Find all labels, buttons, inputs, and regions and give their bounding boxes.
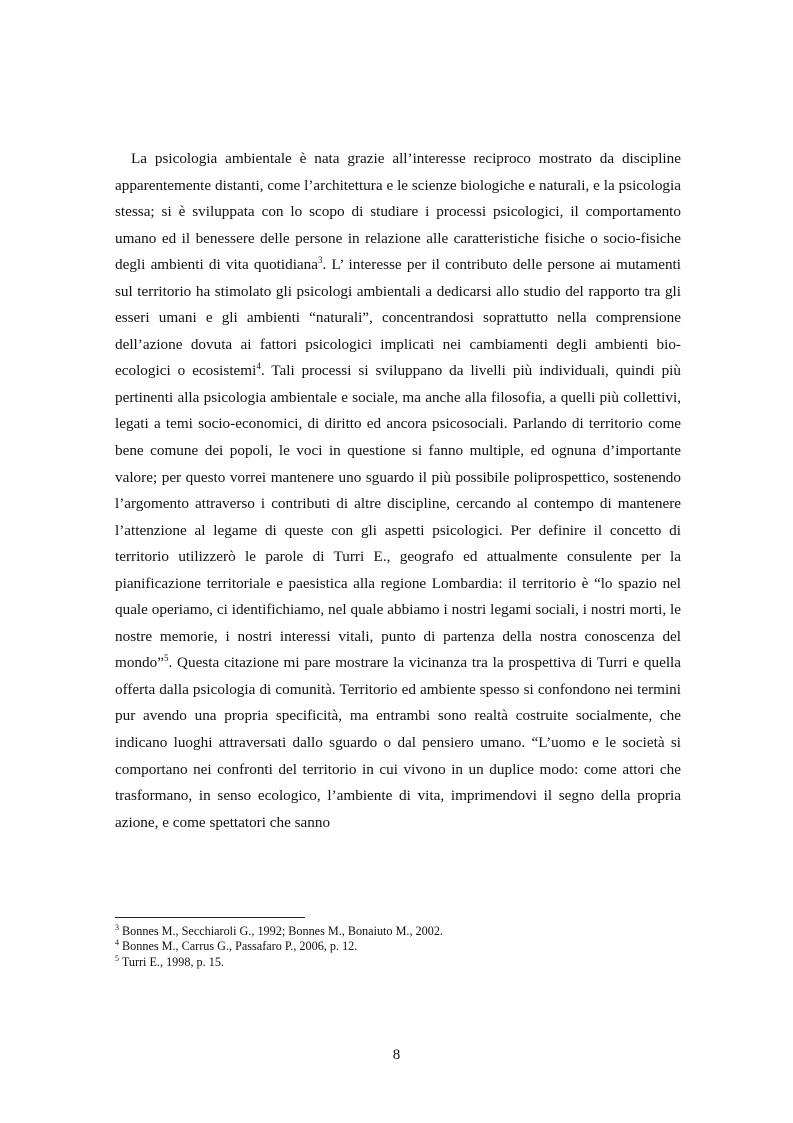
footnote-separator — [115, 917, 305, 918]
footnote-number: 3 — [115, 922, 119, 932]
body-text-segment: . Tali processi si sviluppano da livelli più individuali, quindi più pertinenti alla psicologia ambientale e sociale, ma anche alla filosofia, a quelli più collettivi, legati a temi socio-economici, di diritto ed ancora psicosociali. Parlando di territorio come bene comune dei popoli, le voci in questione si fanno multiple, ed ognuna d’importante valore; per questo vorrei mantenere uno sguardo il più possibile poliprospettico, sostenendo l’argomento attraverso i contributi di altre discipline, cercando al contempo di mantenere l’attenzione al legame di queste con gli aspetti psicologici. Per definire il concetto di territorio utilizzerò le parole di Turri E., geografo ed attualmente consulente per la pianificazione territoriale e paesistica alla regione Lombardia: il territorio è “lo spazio nel quale operiamo, ci identifichiamo, nel quale abbiamo i nostri legami sociali, i nostri morti, le nostre memorie, i nostri interessi vitali, punto di partenza della nostra conoscenza del mondo” — [115, 362, 681, 672]
footnote-text: Bonnes M., Secchiaroli G., 1992; Bonnes M., Bonaiuto M., 2002. — [122, 924, 443, 938]
footnote-number: 5 — [115, 953, 119, 963]
body-text-segment: . Questa citazione mi pare mostrare la vicinanza tra la prospettiva di Turri e quella offerta dalla psicologia di comunità. Territorio ed ambiente spesso si confondono nei termini pur avendo una propria specificità, ma entrambi sono realtà costruite socialmente, che indicano luoghi attraversati dallo sguardo o dal pensiero umano. “L’uomo e le società si comportano nei confronti del territorio in cui vivono in un duplice modo: come attori che trasformano, in senso ecologico, l’ambiente di vita, imprimendovi il segno della propria azione, e come spettatori che sanno — [115, 654, 681, 831]
footnote-5 — [115, 955, 681, 970]
footnote-ref-5[interactable]: 5 — [163, 653, 169, 664]
footnote-text: Turri E., 1998, p. 15. — [121, 954, 224, 969]
footnote-number: 4 — [115, 938, 119, 948]
footnote-ref-4[interactable]: 4 — [256, 361, 261, 372]
footnote-3 — [115, 924, 681, 939]
footnotes — [115, 924, 681, 970]
body-paragraph — [115, 146, 681, 836]
footnote-ref-3[interactable]: 3 — [318, 255, 323, 266]
page-number: 8 — [392, 1047, 401, 1063]
body-text-segment: . L’ interesse per il contributo delle persone ai mutamenti sul territorio ha stimolato gli psicologi ambientali a dedicarsi allo studio del rapporto tra gli esseri umani e gli ambienti “naturali”, concentrandosi soprattutto nella comprensione dell’azione dovuta ai fattori psicologici implicati nei cambiamenti degli ambienti bio-ecologici o ecosistemi — [115, 256, 681, 380]
body-text-segment: La psicologia ambientale è nata grazie all’interesse reciproco mostrato da discipline apparentemente distanti, come l’architettura e le scienze biologiche e naturali, e la psicologia stessa; si è sviluppata con lo scopo di studiare i processi psicologici, il comportamento umano ed il benessere delle persone in relazione alle caratteristiche fisiche o socio-fisiche degli ambienti di vita quotidiana — [115, 150, 681, 274]
footnote-4 — [115, 939, 681, 954]
footnote-text: Bonnes M., Carrus G., Passafaro P., 2006, p. 12. — [122, 939, 358, 954]
